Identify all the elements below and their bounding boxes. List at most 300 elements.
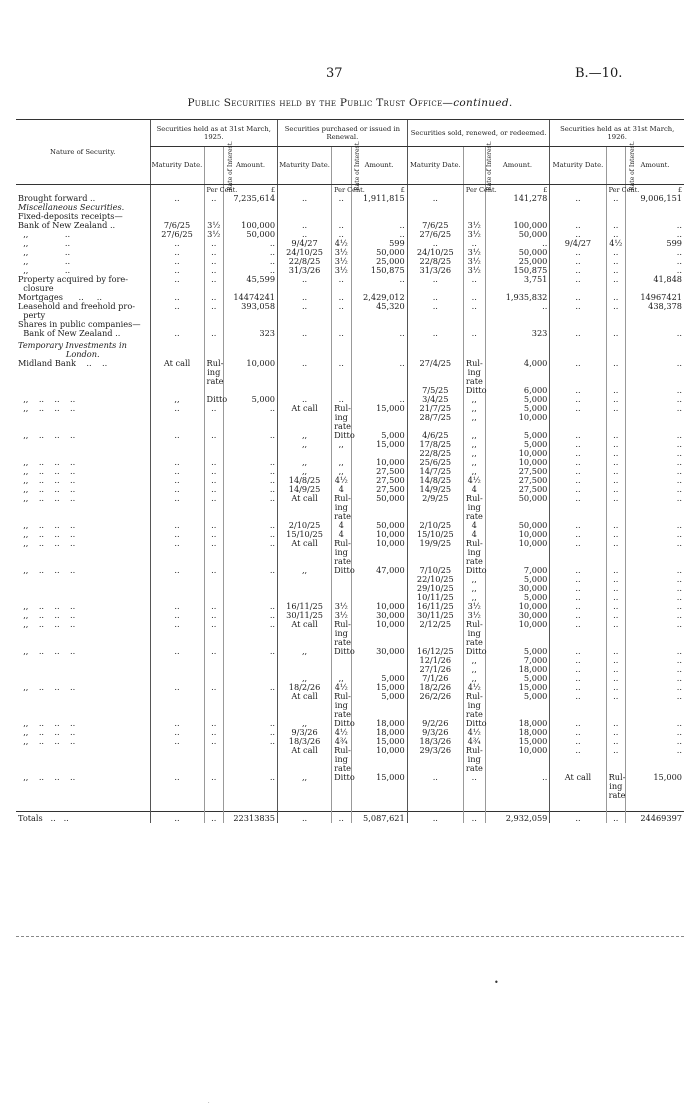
header-rate-of-interest-text: Rate of Interest.: [628, 140, 636, 191]
table-cell: [278, 413, 332, 422]
table-cell: ..: [626, 665, 684, 674]
table-cell: [204, 791, 223, 800]
header-amount: [485, 146, 550, 184]
table-cell: ..: [550, 329, 606, 338]
table-cell: 5,000: [485, 395, 550, 404]
table-cell: 323: [485, 329, 550, 338]
table-cell: ..: [223, 683, 277, 692]
table-cell: ,,: [278, 467, 332, 476]
table-cell: 5,087,621: [351, 812, 407, 824]
table-cell: ..: [204, 494, 223, 503]
table-cell: ..: [278, 359, 332, 368]
table-cell: Ditto: [463, 647, 485, 656]
table-cell: ing: [332, 413, 351, 422]
table-cell: ..: [150, 620, 204, 629]
table-cell: [606, 755, 625, 764]
table-cell: ..: [626, 737, 684, 746]
table-cell: [407, 782, 463, 791]
table-cell: [204, 503, 223, 512]
table-cell: ..: [463, 812, 485, 824]
table-cell: ..: [550, 257, 606, 266]
table-cell: ..: [150, 266, 204, 275]
table-cell: 5,000: [485, 692, 550, 701]
table-cell: ..: [204, 521, 223, 530]
table-cell: ..: [485, 773, 550, 782]
table-cell: [626, 800, 684, 812]
table-cell: ..: [626, 611, 684, 620]
table-cell: ..: [223, 737, 277, 746]
table-cell: 50,000: [485, 494, 550, 503]
table-cell: ,, .. .. ..: [18, 393, 76, 404]
table-cell: ..: [606, 248, 625, 257]
table-cell: ,,: [278, 566, 332, 575]
table-cell: 14/9/25: [278, 485, 332, 494]
table-cell: ..: [332, 302, 351, 311]
table-cell: 323: [223, 329, 277, 338]
table-cell: [204, 800, 223, 812]
table-cell: ..: [626, 539, 684, 548]
table-cell: 24/10/25: [407, 248, 463, 257]
table-row: [16, 647, 684, 656]
table-cell: [223, 377, 277, 386]
table-cell: 3½: [463, 257, 485, 266]
table-cell: 150,875: [351, 266, 407, 275]
table-cell: 18/2/26: [407, 683, 463, 692]
table-cell: [16, 575, 150, 584]
table-cell: ..: [550, 248, 606, 257]
table-cell: 29/10/25: [407, 584, 463, 593]
table-cell: ..: [550, 302, 606, 311]
table-cell: ..: [223, 539, 277, 548]
table-cell: ,, .. .. ..: [18, 519, 76, 530]
table-cell: 31/3/26: [278, 266, 332, 275]
table-cell: [626, 368, 684, 377]
table-cell: ..: [150, 611, 204, 620]
table-cell: [407, 791, 463, 800]
table-cell: Midland Bank .. ..: [18, 357, 108, 368]
table-cell: ,,: [463, 431, 485, 440]
table-cell: [150, 656, 204, 665]
table-cell: ..: [150, 737, 204, 746]
table-cell: [223, 755, 277, 764]
table-cell: ..: [278, 230, 332, 239]
table-cell: perty: [18, 309, 46, 320]
table-cell: [150, 377, 204, 386]
table-cell: 10,000: [351, 602, 407, 611]
table-cell: 5,000: [485, 431, 550, 440]
table-cell: 18,000: [485, 665, 550, 674]
table-cell: [407, 548, 463, 557]
table-cell: ..: [223, 266, 277, 275]
table-cell: [16, 692, 150, 701]
table-cell: ..: [223, 728, 277, 737]
table-cell: 4½: [463, 476, 485, 485]
table-row: [16, 431, 684, 440]
table-cell: ..: [606, 737, 625, 746]
table-cell: ..: [550, 404, 606, 413]
table-cell: 41,848: [626, 275, 684, 284]
table-cell: 5,000: [485, 440, 550, 449]
table-row: [16, 620, 684, 629]
table-cell: ..: [550, 719, 606, 728]
table-cell: ..: [606, 602, 625, 611]
table-cell: ..: [204, 719, 223, 728]
table-cell: 4¾: [463, 737, 485, 746]
table-cell: [223, 692, 277, 701]
table-cell: ..: [606, 647, 625, 656]
table-cell: Rul-: [463, 746, 485, 755]
table-cell: London.: [65, 348, 100, 359]
table-cell: ..: [606, 665, 625, 674]
table-cell: [351, 320, 407, 329]
header-maturity-date-text: Maturity Date.: [151, 161, 203, 169]
table-cell: [626, 548, 684, 557]
table-cell: ..: [626, 329, 684, 338]
table-cell: ..: [626, 404, 684, 413]
table-cell: 4,000: [485, 359, 550, 368]
table-cell: 4½: [463, 683, 485, 692]
table-cell: 26/2/26: [407, 692, 463, 701]
table-cell: ..: [204, 485, 223, 494]
table-cell: 4½: [463, 728, 485, 737]
table-cell: [485, 203, 550, 212]
table-cell: [150, 782, 204, 791]
table-cell: 21/7/25: [407, 404, 463, 413]
table-cell: ..: [332, 329, 351, 338]
table-cell: [223, 791, 277, 800]
table-cell: ..: [407, 239, 463, 248]
table-cell: ,,: [278, 647, 332, 656]
table-cell: [223, 503, 277, 512]
table-cell: ..: [204, 812, 223, 824]
table-cell: [16, 800, 150, 812]
table-cell: 599: [351, 239, 407, 248]
table-cell: ..: [204, 302, 223, 311]
table-cell: ..: [606, 404, 625, 413]
table-cell: ..: [626, 566, 684, 575]
table-cell: ..: [606, 359, 625, 368]
table-cell: ..: [204, 620, 223, 629]
table-cell: 3½: [332, 257, 351, 266]
table-cell: 10,000: [485, 539, 550, 548]
table-cell: 50,000: [485, 230, 550, 239]
table-cell: [278, 800, 332, 812]
table-cell: 4½: [332, 728, 351, 737]
table-cell: 15,000: [351, 773, 407, 782]
table-cell: ..: [550, 230, 606, 239]
table-cell: 50,000: [485, 248, 550, 257]
table-cell: [223, 368, 277, 377]
table-cell: ..: [606, 812, 625, 824]
table-cell: ing: [463, 701, 485, 710]
table-cell: 10,000: [485, 530, 550, 539]
header-amount-text: Amount.: [640, 161, 670, 169]
table-cell: [223, 746, 277, 755]
table-cell: ..: [150, 239, 204, 248]
table-cell: [150, 665, 204, 674]
table-cell: Miscellaneous Securities.: [18, 201, 125, 212]
table-cell: ..: [463, 329, 485, 338]
table-cell: 10,000: [351, 620, 407, 629]
header-amount-text: Amount.: [502, 161, 532, 169]
table-cell: ..: [332, 230, 351, 239]
table-cell: ..: [204, 467, 223, 476]
table-cell: ..: [606, 275, 625, 284]
table-cell: [606, 629, 625, 638]
table-cell: ..: [204, 602, 223, 611]
table-cell: ,,: [332, 467, 351, 476]
table-cell: 15,000: [351, 683, 407, 692]
table-cell: [16, 665, 150, 674]
table-cell: [278, 584, 332, 593]
table-cell: ,,: [463, 467, 485, 476]
table-cell: rate: [463, 377, 485, 386]
table-cell: 9,006,151: [626, 194, 684, 203]
table-cell: [332, 800, 351, 812]
table-cell: ..: [150, 467, 204, 476]
table-cell: [278, 629, 332, 638]
table-cell: [150, 791, 204, 800]
table-cell: ..: [150, 257, 204, 266]
table-cell: 2,932,059: [485, 812, 550, 824]
table-cell: ..: [606, 431, 625, 440]
table-cell: 50,000: [351, 494, 407, 503]
table-cell: 18/3/26: [278, 737, 332, 746]
table-cell: [626, 701, 684, 710]
table-cell: ..: [332, 293, 351, 302]
table-cell: 9/4/27: [278, 239, 332, 248]
table-cell: [626, 557, 684, 566]
table-cell: ..: [223, 257, 277, 266]
table-cell: ..: [626, 476, 684, 485]
table-cell: [16, 656, 150, 665]
table-cell: 7,000: [485, 566, 550, 575]
table-cell: [606, 548, 625, 557]
table-cell: [16, 368, 150, 377]
table-cell: ..: [550, 194, 606, 203]
table-cell: ..: [223, 647, 277, 656]
table-cell: [16, 701, 150, 710]
table-row: [16, 449, 684, 458]
table-row: [16, 539, 684, 548]
table-cell: ..: [626, 221, 684, 230]
table-cell: [626, 755, 684, 764]
table-cell: ..: [351, 395, 407, 404]
table-cell: 4: [463, 485, 485, 494]
table-cell: ..: [626, 593, 684, 602]
table-cell: ..: [223, 611, 277, 620]
table-cell: ..: [626, 728, 684, 737]
table-cell: ..: [606, 458, 625, 467]
table-cell: ..: [606, 449, 625, 458]
table-cell: ..: [204, 737, 223, 746]
table-cell: rate: [463, 557, 485, 566]
table-row: [16, 593, 684, 602]
header-rate-of-interest-text: Rate of Interest.: [485, 140, 493, 191]
table-cell: [150, 755, 204, 764]
table-cell: ..: [278, 812, 332, 824]
table-cell: ..: [150, 521, 204, 530]
table-cell: [485, 755, 550, 764]
table-cell: ,,: [463, 656, 485, 665]
table-cell: ..: [626, 692, 684, 701]
table-cell: [150, 575, 204, 584]
table-cell: [150, 746, 204, 755]
table-cell: 30/11/25: [407, 611, 463, 620]
table-cell: ..: [626, 257, 684, 266]
table-cell: 47,000: [351, 566, 407, 575]
table-cell: Rul-: [204, 359, 223, 368]
table-cell: [550, 800, 606, 812]
table-cell: ,, ..: [18, 228, 71, 239]
table-cell: [550, 368, 606, 377]
table-row: [16, 359, 684, 368]
table-cell: ..: [626, 431, 684, 440]
table-cell: ..: [150, 485, 204, 494]
table-cell: Temporary Investments in: [18, 339, 127, 350]
table-cell: [204, 575, 223, 584]
table-cell: ..: [550, 359, 606, 368]
table-cell: ..: [278, 275, 332, 284]
table-cell: ,, .. .. ..: [18, 681, 76, 692]
table-cell: [278, 755, 332, 764]
table-cell: rate: [463, 638, 485, 647]
table-cell: ..: [606, 266, 625, 275]
table-cell: 15,000: [626, 773, 684, 782]
table-cell: ..: [606, 521, 625, 530]
table-cell: 4½: [332, 683, 351, 692]
table-cell: rate: [606, 791, 625, 800]
table-cell: [626, 212, 684, 221]
table-row: [16, 440, 684, 449]
table-cell: 10,000: [485, 602, 550, 611]
table-cell: [463, 311, 485, 320]
table-cell: ,, .. .. ..: [18, 618, 76, 629]
table-cell: 22/8/25: [407, 257, 463, 266]
table-cell: 27,500: [351, 467, 407, 476]
table-cell: [550, 311, 606, 320]
table-cell: ..: [223, 566, 277, 575]
table-cell: 3½: [463, 602, 485, 611]
table-cell: [626, 377, 684, 386]
unit-cell: £: [223, 184, 277, 194]
table-cell: [223, 701, 277, 710]
table-cell: 5,000: [485, 404, 550, 413]
table-cell: ..: [150, 773, 204, 782]
table-cell: ..: [606, 395, 625, 404]
table-cell: 4½: [332, 476, 351, 485]
table-cell: Brought forward ..: [18, 192, 96, 203]
table-cell: ..: [150, 248, 204, 257]
table-cell: 31/3/26: [407, 266, 463, 275]
table-cell: [150, 584, 204, 593]
table-cell: 18/2/26: [278, 683, 332, 692]
table-cell: ..: [223, 248, 277, 257]
table-cell: ..: [407, 812, 463, 824]
table-cell: ..: [626, 602, 684, 611]
table-cell: ..: [150, 329, 204, 338]
table-cell: [278, 377, 332, 386]
unit-cell: Per Cent.: [606, 184, 625, 194]
table-cell: ..: [550, 593, 606, 602]
table-cell: [223, 440, 277, 449]
table-cell: 25,000: [351, 257, 407, 266]
table-cell: ..: [223, 476, 277, 485]
table-cell: Mortgages .. ..: [18, 291, 102, 302]
table-cell: ..: [332, 275, 351, 284]
table-cell: ..: [626, 656, 684, 665]
table-cell: ..: [550, 737, 606, 746]
unit-cell: £: [626, 184, 684, 194]
table-cell: ,, ..: [18, 237, 71, 248]
table-row: [16, 386, 684, 395]
table-cell: [351, 311, 407, 320]
table-cell: 14/7/25: [407, 467, 463, 476]
table-cell: ..: [606, 566, 625, 575]
table-cell: At call: [550, 773, 606, 782]
table-cell: ,,: [463, 395, 485, 404]
table-cell: ..: [626, 485, 684, 494]
table-cell: ,,: [278, 458, 332, 467]
table-cell: [351, 656, 407, 665]
table-cell: 30,000: [485, 611, 550, 620]
table-cell: [485, 764, 550, 773]
table-cell: [332, 368, 351, 377]
table-row: [16, 221, 684, 230]
table-cell: ..: [626, 746, 684, 755]
table-cell: Property acquired by fore-: [18, 273, 129, 284]
header-maturity-date-text: Maturity Date.: [409, 161, 461, 169]
header-amount-text: Amount.: [364, 161, 394, 169]
table-cell: ..: [550, 665, 606, 674]
table-cell: [204, 311, 223, 320]
header-maturity-date: [550, 146, 606, 184]
table-cell: [550, 782, 606, 791]
table-cell: 18,000: [485, 728, 550, 737]
table-cell: [332, 341, 351, 350]
table-cell: 2,429,012: [351, 293, 407, 302]
table-cell: ..: [223, 620, 277, 629]
table-cell: [463, 341, 485, 350]
table-cell: ..: [150, 458, 204, 467]
table-cell: [407, 368, 463, 377]
table-cell: 3½: [463, 248, 485, 257]
table-cell: ..: [550, 494, 606, 503]
document-reference: B.—10.: [575, 66, 623, 81]
table-cell: [351, 584, 407, 593]
header-sold: Securities sold, renewed, or redeemed.: [407, 120, 550, 146]
table-cell: ..: [626, 719, 684, 728]
table-cell: [223, 203, 277, 212]
table-cell: 9/2/26: [407, 719, 463, 728]
table-cell: ..: [223, 521, 277, 530]
table-cell: ..: [626, 467, 684, 476]
table-cell: ..: [550, 440, 606, 449]
table-cell: ..: [278, 293, 332, 302]
header-amount-text: Amount.: [235, 161, 266, 169]
table-cell: [351, 800, 407, 812]
table-cell: 10,000: [485, 746, 550, 755]
table-cell: ..: [204, 239, 223, 248]
table-cell: [485, 503, 550, 512]
table-cell: ..: [606, 386, 625, 395]
table-cell: [351, 386, 407, 395]
table-cell: ..: [626, 458, 684, 467]
table-cell: ..: [626, 386, 684, 395]
table-cell: 4¾: [332, 737, 351, 746]
table-cell: rate: [463, 764, 485, 773]
table-cell: 10,000: [351, 458, 407, 467]
